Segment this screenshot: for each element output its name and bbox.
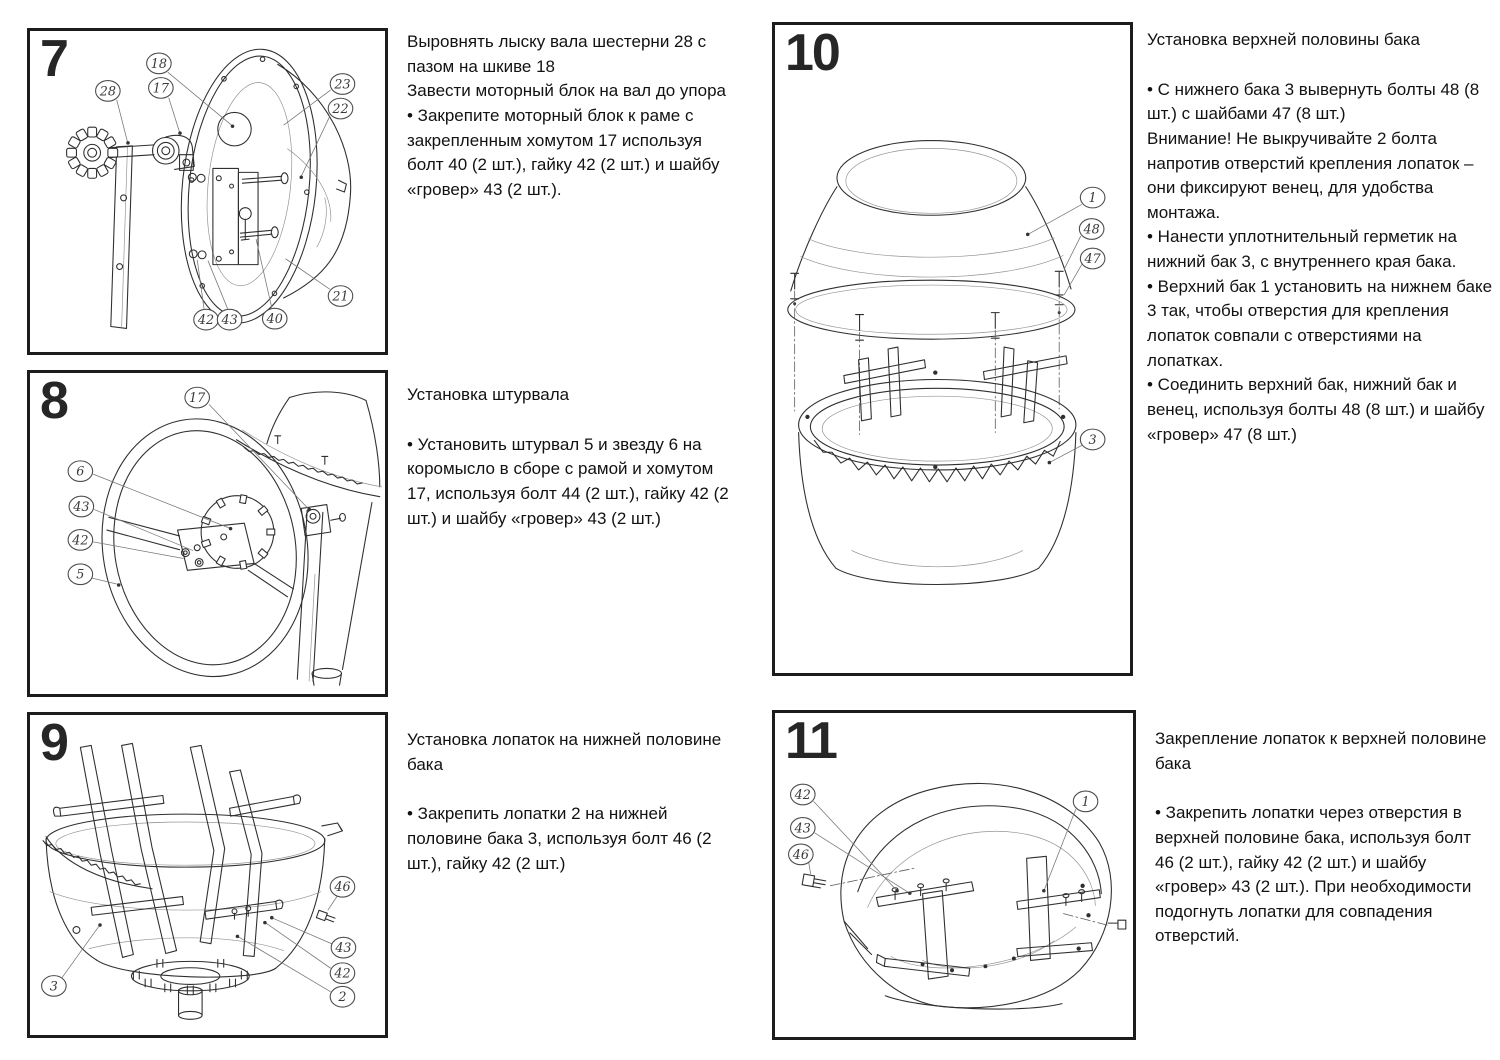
svg-text:17: 17 xyxy=(189,390,206,406)
svg-text:43: 43 xyxy=(221,313,238,329)
svg-text:1: 1 xyxy=(1081,794,1090,810)
svg-text:46: 46 xyxy=(792,847,809,863)
step-10-bullet-2: • Нанести уплотнительный герметик на нижний бак 3, с внутреннего края бака. xyxy=(1147,227,1458,272)
sprocket-star xyxy=(201,495,275,569)
svg-text:3: 3 xyxy=(1088,432,1097,448)
lower-tank xyxy=(799,370,1076,584)
figure-8-drawing xyxy=(30,373,385,694)
bolt-46 xyxy=(802,874,826,889)
step-7-line-1: Выровнять лыску вала шестерни 28 с пазом на шкиве 18 xyxy=(407,32,707,76)
step-9-bullet-1: • Закрепить лопатки 2 на нижней половине бака 3, используя болт 46 (2 шт.), гайку 42 (2 шт.) xyxy=(407,804,712,873)
svg-text:47: 47 xyxy=(1084,251,1101,267)
step-10-title: Установка верхней половины бака xyxy=(1147,30,1420,49)
upper-tank-blades-drawing xyxy=(802,783,1126,1009)
step-8-text xyxy=(407,383,737,531)
step-11-text xyxy=(1155,727,1493,949)
callout-17 xyxy=(149,78,182,135)
left-blade xyxy=(876,879,973,979)
callout-42 xyxy=(68,530,183,559)
step-8-title: Установка штурвала xyxy=(407,385,570,404)
svg-text:6: 6 xyxy=(76,464,85,480)
tank-halves-assembly-drawing xyxy=(788,141,1076,585)
callout-21 xyxy=(286,259,353,307)
figure-7-box xyxy=(27,28,388,355)
svg-text:42: 42 xyxy=(794,787,811,803)
step-10-bullet-4: • Соединить верхний бак, нижний бак и венец, используя болты 48 (8 шт.) и шайбу «гровер» 47 (8 шт.) xyxy=(1147,375,1485,444)
svg-text:40: 40 xyxy=(266,312,283,328)
mixing-blades xyxy=(54,743,301,957)
hub-flange xyxy=(131,959,249,1019)
svg-text:5: 5 xyxy=(76,567,85,583)
svg-text:23: 23 xyxy=(334,77,351,93)
step-number-10: 10 xyxy=(785,24,839,82)
figure-10-drawing xyxy=(775,25,1130,673)
callout-42 xyxy=(194,260,219,330)
figure-9-drawing xyxy=(30,715,385,1035)
step-11-title: Закрепление лопаток к верхней половине бака xyxy=(1155,729,1487,773)
step-10-bullet-3: • Верхний бак 1 установить на нижнем баке 3 так, чтобы отверстия для крепления лопаток совпали с отверстиями на лопатках. xyxy=(1147,276,1493,370)
step-number-7: 7 xyxy=(40,30,67,88)
blades-in-lower-tank xyxy=(844,347,1067,423)
svg-text:22: 22 xyxy=(332,101,349,117)
step-10-bullet-1: • С нижнего бака 3 вывернуть болты 48 (8 шт.) с шайбами 47 (8 шт.) xyxy=(1147,79,1480,124)
svg-text:43: 43 xyxy=(335,941,352,957)
step-7-line-2: Завести моторный блок на вал до упора xyxy=(407,81,726,101)
callout-1 xyxy=(1042,791,1098,892)
svg-text:3: 3 xyxy=(49,979,58,995)
handwheel-assembly-drawing xyxy=(82,392,382,693)
figure-8-box xyxy=(27,370,388,697)
svg-text:17: 17 xyxy=(152,81,169,97)
figure-11-box xyxy=(772,710,1136,1040)
svg-text:1: 1 xyxy=(1088,190,1097,206)
callout-46 xyxy=(328,876,355,910)
callout-43 xyxy=(270,916,356,958)
tank-flange-corner xyxy=(236,392,381,685)
figure-10-box xyxy=(772,22,1133,676)
step-7-text xyxy=(407,30,737,202)
drive-gear xyxy=(67,127,118,178)
svg-text:43: 43 xyxy=(73,499,90,515)
callout-46 xyxy=(789,844,814,874)
bolt-right xyxy=(1108,920,1126,929)
svg-text:18: 18 xyxy=(150,56,168,72)
figure-7-drawing xyxy=(30,31,385,352)
figure-9-box xyxy=(27,712,388,1038)
bolt-46 xyxy=(316,910,335,923)
step-8-bullet-1: • Установить штурвал 5 и звезду 6 на коромысло в сборе с рамой и хомутом 17, используя болт 44 (2 шт.), гайку 42 (2 шт.) и шайбу «гровер» 43 (2 шт.) xyxy=(407,434,729,528)
callout-3 xyxy=(42,923,102,996)
step-10-warning: Внимание! Не выкручивайте 2 болта напротив отверстий крепления лопаток – они фиксируют венец, для удобства монтажа. xyxy=(1147,128,1474,222)
upper-tank xyxy=(788,141,1075,341)
step-number-11: 11 xyxy=(785,712,836,770)
svg-text:48: 48 xyxy=(1083,222,1100,238)
step-number-8: 8 xyxy=(40,372,67,430)
step-11-bullet-1: • Закрепить лопатки через отверстия в верхней половине бака, используя болт 46 (2 шт.), гайку 42 (2 шт.) и шайбу «гровер» 43 (2 шт.). При необходимости подогнуть лопатки для совпадения отверстий. xyxy=(1155,803,1472,946)
lower-tank-with-blades-drawing xyxy=(43,743,342,1019)
step-number-9: 9 xyxy=(40,714,67,772)
svg-text:28: 28 xyxy=(99,84,116,100)
step-9-text xyxy=(407,728,737,876)
step-10-text xyxy=(1147,28,1494,447)
callout-5 xyxy=(68,564,120,587)
svg-text:43: 43 xyxy=(794,821,811,837)
svg-text:21: 21 xyxy=(332,289,349,305)
svg-text:42: 42 xyxy=(334,966,351,982)
svg-text:42: 42 xyxy=(197,313,215,329)
step-7-bullet-1: • Закрепите моторный блок к раме с закрепленным хомутом 17 используя болт 40 (2 шт.), гайку 42 (2 шт.) и шайбу «гровер» 43 (2 шт.). xyxy=(407,105,720,199)
right-blade xyxy=(1017,856,1100,960)
step-9-title: Установка лопаток на нижней половине бака xyxy=(407,730,722,774)
svg-text:2: 2 xyxy=(338,990,347,1006)
svg-text:42: 42 xyxy=(72,533,89,549)
svg-text:46: 46 xyxy=(334,880,351,896)
